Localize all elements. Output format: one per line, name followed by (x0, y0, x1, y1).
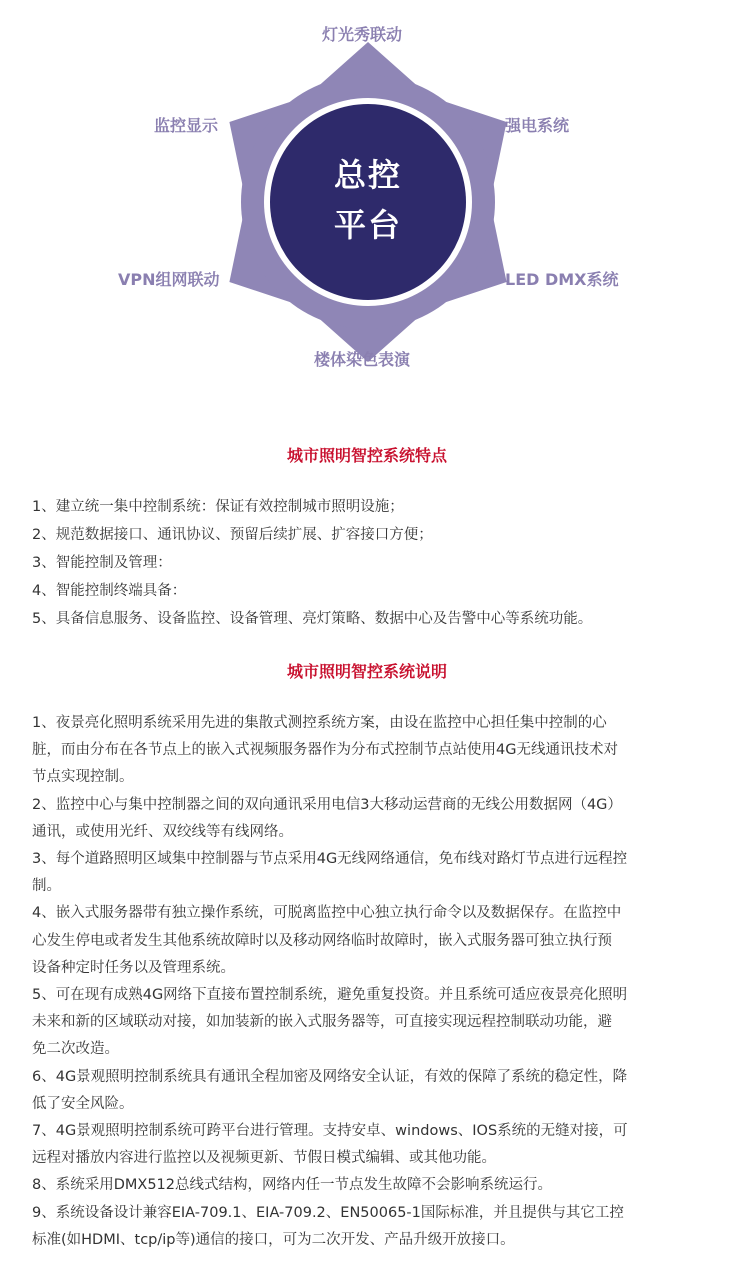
node-led-dmx: LED DMX系统 (505, 270, 619, 289)
center-title-line1: 总控 (333, 156, 402, 194)
description-title: 城市照明智控系统说明 (286, 662, 447, 681)
features-list (32, 493, 716, 633)
description-line: 免二次改造。 (32, 1041, 119, 1058)
description-line: 未来和新的区域联动对接，如加装新的嵌入式服务器等，可直接实现远程控制联动功能，避 (32, 1014, 612, 1031)
description-line: 2、监控中心与集中控制器之间的双向通讯采用电信3大移动运营商的无线公用数据网（4G） (32, 796, 622, 813)
feature-item: 5、具备信息服务、设备监控、设备管理、亮灯策略、数据中心及告警中心等系统功能。 (32, 611, 593, 627)
node-vpn-network: VPN组网联动 (118, 270, 220, 289)
node-monitor-display: 监控显示 (154, 116, 219, 135)
feature-item: 1、建立统一集中控制系统：保证有效控制城市照明设施； (32, 499, 404, 515)
description-line: 1、夜景亮化照明系统采用先进的集散式测控系统方案，由设在监控中心担任集中控制的心 (32, 715, 607, 731)
description-line: 6、4G景观照明控制系统具有通讯全程加密及网络安全认证，有效的保障了系统的稳定性，降 (32, 1068, 628, 1085)
description-line: 3、每个道路照明区域集中控制器与节点采用4G无线网络通信，免布线对路灯节点进行远程控 (32, 851, 628, 868)
description-line: 通讯，或使用光纤、双绞线等有线网络。 (32, 823, 293, 840)
description-line: 9、系统设备设计兼容EIA-709.1、EIA-709.2、EN50065-1国际标准，并且提供与其它工控 (32, 1204, 624, 1221)
node-building-dyeing: 楼体染色表演 (314, 350, 411, 369)
features-title: 城市照明智控系统特点 (286, 446, 447, 465)
description-line: 脏，而由分布在各节点上的嵌入式视频服务器作为分布式控制节点站使用4G无线通讯技术对 (32, 742, 618, 759)
description-line: 标准(如HDMI、tcp/ip等)通信的接口，可为二次开发、产品升级开放接口。 (32, 1231, 515, 1248)
feature-item: 2、规范数据接口、通讯协议、预留后续扩展、扩容接口方便； (32, 527, 433, 543)
feature-item: 3、智能控制及管理： (32, 555, 172, 571)
description-line: 节点实现控制。 (32, 769, 134, 786)
description-line: 8、系统采用DMX512总线式结构，网络内任一节点发生故障不会影响系统运行。 (32, 1177, 553, 1194)
description-line: 远程对播放内容进行监控以及视频更新、节假日模式编辑、或其他功能。 (32, 1150, 496, 1167)
description-body (32, 710, 716, 1254)
node-light-show: 灯光秀联动 (322, 25, 403, 44)
description-line: 设备种定时任务以及管理系统。 (32, 959, 235, 976)
description-line: 7、4G景观照明控制系统可跨平台进行管理。支持安卓、windows、IOS系统的无缝对接，可 (32, 1123, 628, 1140)
description-line: 心发生停电或者发生其他系统故障时以及移动网络临时故障时，嵌入式服务器可独立执行预 (32, 932, 612, 949)
description-line: 4、嵌入式服务器带有独立操作系统，可脱离监控中心独立执行命令以及数据保存。在监控中 (32, 905, 622, 922)
description-line: 制。 (32, 878, 61, 895)
description-line: 低了安全风险。 (32, 1095, 134, 1112)
center-title-line2: 平台 (333, 206, 402, 244)
platform-diagram (0, 0, 734, 400)
description-line: 5、可在现有成熟4G网络下直接布置控制系统，避免重复投资。并且系统可适应夜景亮化照明 (32, 987, 628, 1004)
feature-item: 4、智能控制终端具备： (32, 583, 187, 599)
node-power-system: 强电系统 (505, 116, 570, 135)
